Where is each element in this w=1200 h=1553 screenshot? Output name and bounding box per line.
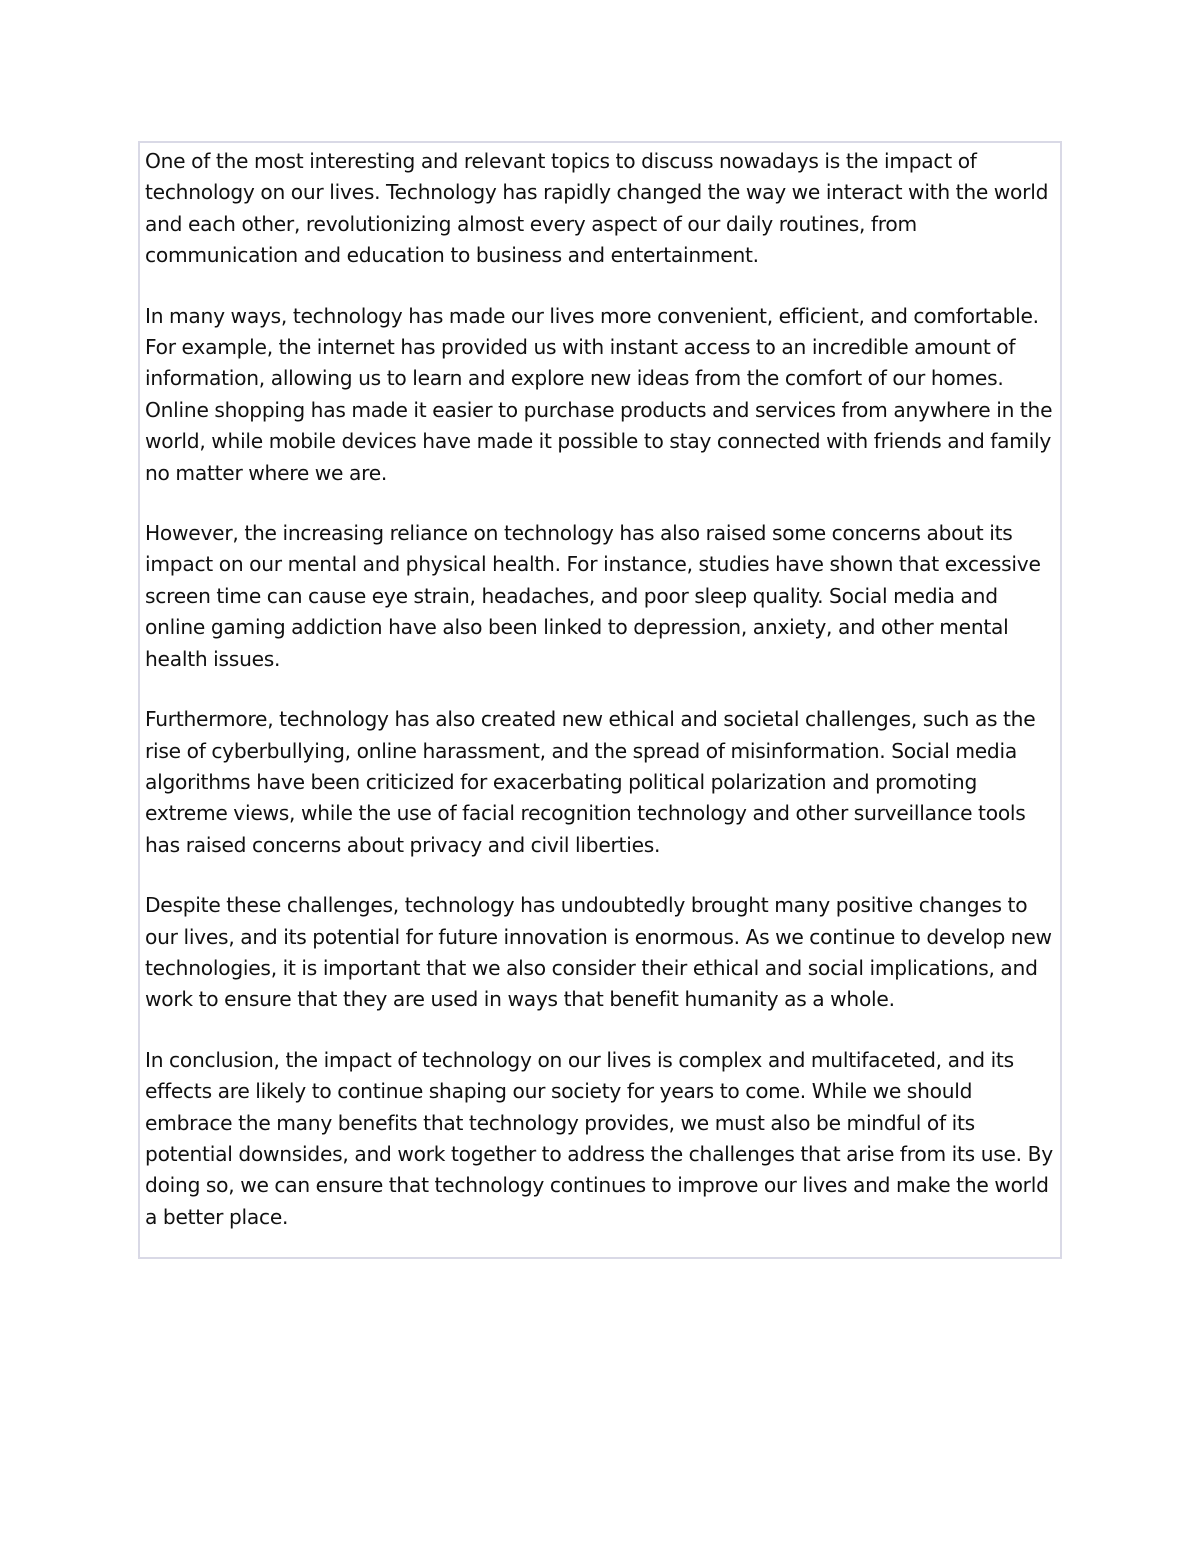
paragraph-1: One of the most interesting and relevant topics to discuss nowadays is the impact of technology on our lives. Technology has rapidly changed the way we interact with the world and each other, revolutionizing almost every aspect of our daily routines, from communication and education to business and entertainment. bbox=[145, 149, 1049, 268]
paragraph-6: In conclusion, the impact of technology on our lives is complex and multifaceted, and its effects are likely to continue shaping our society for years to come. While we should embrace the many benefits that technology provides, we must also be mindful of its potential downsides, and work together to address the challenges that arise from its use. By doing so, we can ensure that technology continues to improve our lives and make the world a better place. bbox=[145, 1047, 1053, 1229]
paragraph-2: In many ways, technology has made our lives more convenient, efficient, and comfortable. For example, the internet has provided us with instant access to an incredible amount of information, allowing us to learn and explore new ideas from the comfort of our homes. Online shopping has made it easier to purchase products and services from anywhere in the world, while mobile devices have made it possible to stay connected with friends and family no matter where we are. bbox=[145, 303, 1053, 485]
paragraph-5: Despite these challenges, technology has undoubtedly brought many positive changes to our lives, and its potential for future innovation is enormous. As we continue to develop new technologies, it is important that we also consider their ethical and social implications, and work to ensure that they are used in ways that benefit humanity as a whole. bbox=[145, 893, 1052, 1012]
paragraph-3: However, the increasing reliance on technology has also raised some concerns about its impact on our mental and physical health. For instance, studies have shown that excessive screen time can cause eye strain, headaches, and poor sleep quality. Social media and online gaming addiction have also been linked to depression, anxiety, and other mental health issues. bbox=[145, 521, 1041, 671]
paragraph-4: Furthermore, technology has also created new ethical and societal challenges, such as the rise of cyberbullying, online harassment, and the spread of misinformation. Social media algorithms have been criticized for exacerbating political polarization and promoting extreme views, while the use of facial recognition technology and other surveillance tools has raised concerns about privacy and civil liberties. bbox=[145, 707, 1036, 857]
essay-text-box bbox=[138, 141, 1062, 1259]
